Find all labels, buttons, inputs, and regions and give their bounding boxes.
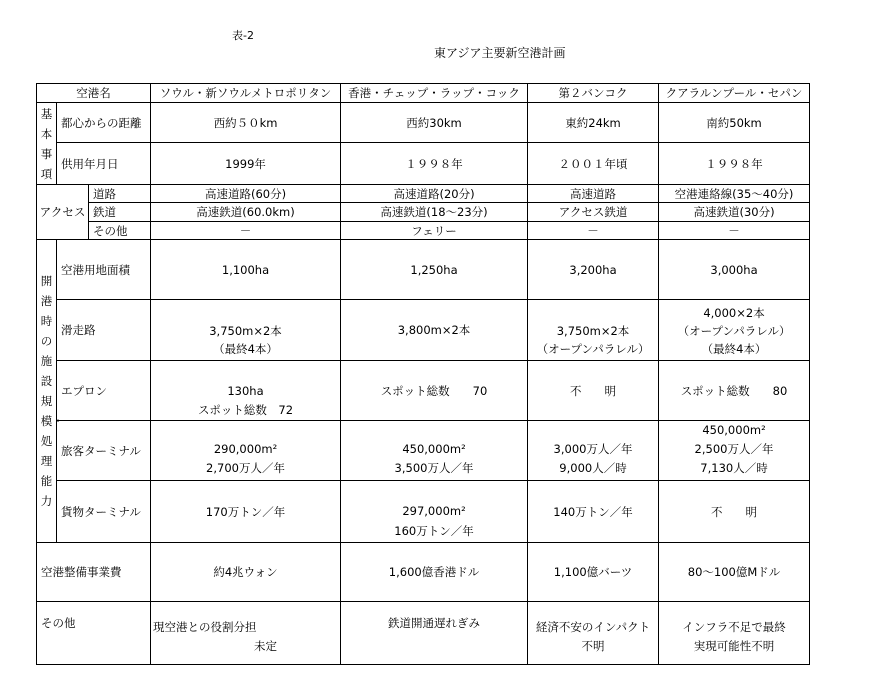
cell-cargo-kl: 不 明 xyxy=(659,481,810,543)
row-label-road: 道路 xyxy=(89,185,151,203)
table-row xyxy=(37,143,810,185)
cell-opening-seoul: 1999年 xyxy=(151,143,341,185)
cell-runway-seoul: 3,750m×2本 （最終4本） xyxy=(151,300,341,361)
cell-apron-hongkong: スポット総数 70 xyxy=(341,361,528,421)
cell-rail-kl: 高速鉄道(30分) xyxy=(659,203,810,222)
header-bangkok: 第２バンコク xyxy=(528,84,659,103)
cell-area-kl: 3,000ha xyxy=(659,240,810,300)
row-label-other-access: その他 xyxy=(89,222,151,240)
cell-road-bangkok: 高速道路 xyxy=(528,185,659,203)
cell-road-seoul: 高速道路(60分) xyxy=(151,185,341,203)
cell-passenger-kl: 450,000m² 2,500万人／年 7,130人／時 xyxy=(659,421,810,481)
cell-apron-seoul: 130ha スポット総数 72 xyxy=(151,361,341,421)
row-label-distance: 都心からの距離 xyxy=(57,103,151,143)
cell-passenger-hongkong: 450,000m² 3,500万人／年 xyxy=(341,421,528,481)
cell-passenger-seoul: 290,000m² 2,700万人／年 xyxy=(151,421,341,481)
cell-distance-seoul: 西約５０km xyxy=(151,103,341,143)
section-facilities: 開港時の施設規模・処理能力 xyxy=(37,240,57,543)
table-row xyxy=(37,240,810,300)
table-row xyxy=(37,421,810,481)
cell-cargo-hongkong: 297,000m² 160万トン／年 xyxy=(341,481,528,543)
table-row xyxy=(37,361,810,421)
cell-opening-bangkok: ２００１年頃 xyxy=(528,143,659,185)
cell-runway-kl: 4,000×2本 （オープンパラレル） （最終4本） xyxy=(659,300,810,361)
row-label-rail: 鉄道 xyxy=(89,203,151,222)
row-label-cargo: 貨物ターミナル xyxy=(57,481,151,543)
cell-cargo-seoul: 170万トン／年 xyxy=(151,481,341,543)
cell-area-bangkok: 3,200ha xyxy=(528,240,659,300)
row-label-others: その他 xyxy=(37,602,151,665)
table-row xyxy=(37,203,810,222)
table-row xyxy=(37,185,810,203)
table-row xyxy=(37,103,810,143)
table-label: 表-2 xyxy=(232,29,254,42)
cell-others-hongkong: 鉄道開通遅れぎみ xyxy=(341,602,528,665)
cell-area-hongkong: 1,250ha xyxy=(341,240,528,300)
cell-others-kl: インフラ不足で最終 実現可能性不明 xyxy=(659,602,810,665)
cell-rail-hongkong: 高速鉄道(18～23分) xyxy=(341,203,528,222)
cell-others-bangkok: 経済不安のインパクト 不明 xyxy=(528,602,659,665)
row-label-apron: エプロン xyxy=(57,361,151,421)
airport-plan-table xyxy=(36,83,810,665)
table-row xyxy=(37,543,810,602)
cell-road-hongkong: 高速道路(20分) xyxy=(341,185,528,203)
cell-distance-kl: 南約50km xyxy=(659,103,810,143)
cell-cost-kl: 80～100億Mドル xyxy=(659,543,810,602)
cell-other-access-kl: － xyxy=(659,222,810,240)
row-label-runway: 滑走路 xyxy=(57,300,151,361)
table-header-row xyxy=(37,84,810,103)
row-label-area: 空港用地面積 xyxy=(57,240,151,300)
cell-passenger-bangkok: 3,000万人／年 9,000人／時 xyxy=(528,421,659,481)
section-access: アクセス xyxy=(37,185,89,240)
header-airport-name: 空港名 xyxy=(37,84,151,103)
cell-runway-hongkong: 3,800m×2本 xyxy=(341,300,528,361)
header-hongkong: 香港・チェップ・ラップ・コック xyxy=(341,84,528,103)
cell-cost-seoul: 約4兆ウォン xyxy=(151,543,341,602)
document-title: 東アジア主要新空港計画 xyxy=(434,46,566,60)
cell-cost-hongkong: 1,600億香港ドル xyxy=(341,543,528,602)
cell-apron-bangkok: 不 明 xyxy=(528,361,659,421)
row-label-opening: 供用年月日 xyxy=(57,143,151,185)
cell-rail-bangkok: アクセス鉄道 xyxy=(528,203,659,222)
row-label-passenger: 旅客ターミナル xyxy=(57,421,151,481)
cell-road-kl: 空港連絡線(35～40分) xyxy=(659,185,810,203)
cell-distance-bangkok: 東約24km xyxy=(528,103,659,143)
cell-other-access-hongkong: フェリー xyxy=(341,222,528,240)
cell-cost-bangkok: 1,100億バーツ xyxy=(528,543,659,602)
table-row xyxy=(37,602,810,665)
cell-apron-kl: スポット総数 80 xyxy=(659,361,810,421)
table-row xyxy=(37,222,810,240)
cell-runway-bangkok: 3,750m×2本 （オープンパラレル） xyxy=(528,300,659,361)
header-kl: クアラルンプール・セパン xyxy=(659,84,810,103)
cell-opening-kl: １９９８年 xyxy=(659,143,810,185)
header-seoul: ソウル・新ソウルメトロポリタン xyxy=(151,84,341,103)
section-basic: 基本事項 xyxy=(37,103,57,185)
table-row xyxy=(37,300,810,361)
cell-rail-seoul: 高速鉄道(60.0km) xyxy=(151,203,341,222)
cell-area-seoul: 1,100ha xyxy=(151,240,341,300)
cell-distance-hongkong: 西約30km xyxy=(341,103,528,143)
table-row xyxy=(37,481,810,543)
cell-other-access-bangkok: － xyxy=(528,222,659,240)
cell-other-access-seoul: － xyxy=(151,222,341,240)
cell-others-seoul: 現空港との役割分担 未定 xyxy=(151,602,341,665)
cell-opening-hongkong: １９９８年 xyxy=(341,143,528,185)
cell-cargo-bangkok: 140万トン／年 xyxy=(528,481,659,543)
row-label-cost: 空港整備事業費 xyxy=(37,543,151,602)
